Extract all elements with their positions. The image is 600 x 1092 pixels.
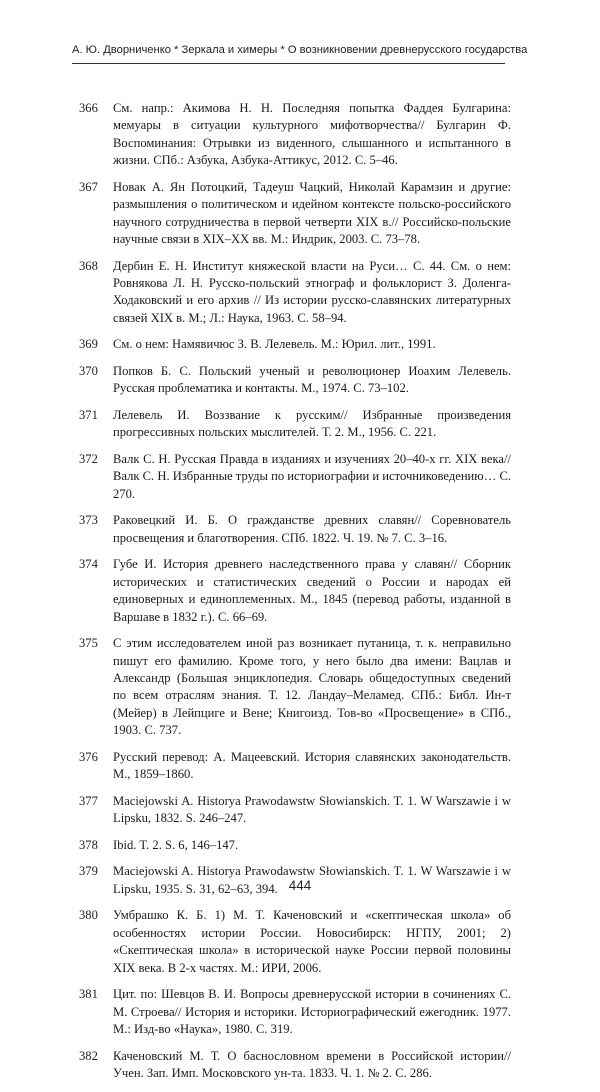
endnote-text: Валк С. Н. Русская Правда в изданиях и изучениях 20–40-х гг. XIX века// Валк С. Н. Избранные труды по историографии и источниковедению… С. 270. (113, 452, 511, 501)
endnote-text: Каченовский М. Т. О баснословном времени в Российской истории// Учен. Зап. Имп. Московского ун-та. 1833. Ч. 1. № 2. С. 286. (113, 1048, 511, 1081)
endnote-number: 377 (79, 793, 98, 808)
endnote-number: 368 (79, 258, 98, 273)
endnote-text: Русский перевод: А. Мацеевский. История славянских законодательств. М., 1859–1860. (113, 749, 511, 782)
endnote-number: 367 (79, 179, 98, 194)
endnote-text: Умбрашко К. Б. 1) М. Т. Каченовский и «скептическая школа» об особенностях истории России. Новосибирск: НГПУ, 2001; 2) «Скептическая школа» в исторической науке России первой половины XIX века. В 2-х частях. М.: ИРИ, 2006. (113, 908, 511, 975)
endnote-number: 371 (79, 408, 98, 423)
endnote (79, 100, 511, 170)
endnote-text: См. напр.: Акимова Н. Н. Последняя попытка Фаддея Булгарина: мемуары в ситуации культурного мифотворчества// Булгарин Ф. Воспоминания: Отрывки из виденного, слышанного и испытанного в жизни. СПб.: Азбука, Азбука-Аттикус, 2012. С. 5–46. (113, 101, 511, 168)
endnote-text: Дербин Е. Н. Институт княжеской власти на Руси… С. 44. См. о нем: Ровнякова Л. Н. Русско-польский этнограф и фольклорист З. Доленга-Ходаковский и его архив // Из истории русско-славянских литературных связей XIX в. М.; Л.: Наука, 1963. С. 58–94. (113, 258, 511, 325)
endnote (79, 336, 511, 353)
endnote (79, 986, 511, 1038)
running-header: А. Ю. Дворниченко * Зеркала и химеры * О возникновении древнерусского государства (72, 44, 528, 56)
endnote (79, 512, 511, 547)
endnote-text: Попков Б. С. Польский ученый и революционер Иоахим Лелевель. Русская проблематика и контакты. М., 1974. С. 73–102. (113, 364, 511, 396)
endnote (79, 407, 511, 442)
endnote-text: Ibid. T. 2. S. 6, 146–147. (113, 837, 239, 852)
endnote-text: Цит. по: Шевцов В. И. Вопросы древнерусской истории в сочинениях С. М. Строева// История и историки. Историографический ежегодник. 1977. М.: Изд-во «Наука», 1980. С. 319. (113, 987, 511, 1037)
endnote-text: Лелевель И. Воззвание к русским// Избранные произведения прогрессивных польских мыслителей. Т. 2. М., 1956. С. 221. (113, 408, 511, 440)
endnotes-list (79, 100, 511, 1092)
endnote-number: 366 (79, 101, 98, 115)
endnote-number: 375 (79, 636, 98, 651)
endnote (79, 179, 511, 249)
endnote-number: 373 (79, 513, 98, 528)
header-rule (72, 63, 505, 64)
endnote-number: 378 (79, 837, 98, 852)
endnote (79, 1048, 511, 1083)
endnote (79, 556, 511, 626)
endnote (79, 363, 511, 398)
endnote-text: Maciejowski A. Historya Prawodawstw Słowianskich. T. 1. W Warszawie i w Lipsku, 1935. S. 31, 62–63, 394. (113, 864, 511, 896)
endnote (79, 907, 511, 977)
endnote-number: 369 (79, 337, 98, 352)
endnote (79, 258, 511, 328)
endnote (79, 837, 511, 854)
endnote-text: Maciejowski A. Historya Prawodawstw Słowianskich. T. 1. W Warszawie i w Lipsku, 1832. S. 246–247. (113, 793, 511, 826)
endnote-number: 374 (79, 557, 98, 572)
endnote-number: 382 (79, 1048, 98, 1063)
endnote (79, 451, 511, 503)
endnote-number: 376 (79, 749, 98, 764)
endnote (79, 635, 511, 739)
endnote-number: 379 (79, 864, 98, 879)
endnote-text: Губе И. История древнего наследственного права у славян// Сборник исторических и статистических сведений о России и народах ей единоверных и единоплеменных. М., 1845 (перевод работы, изданной в Варшаве в 1832 г.). С. 66–69. (113, 557, 511, 624)
endnote-text: Раковецкий И. Б. О гражданстве древних славян// Соревнователь просвещения и благотворения. СПб. 1822. Ч. 19. № 7. С. 3–16. (113, 513, 511, 545)
endnote-text: Новак А. Ян Потоцкий, Тадеуш Чацкий, Николай Карамзин и другие: размышления о политическом и идейном контексте польско-российского научного сотрудничества в первой четверти XIX в.// Российско-польские научные связи в XIX–XX вв. М.: Индрик, 2003. С. 73–78. (113, 179, 511, 247)
endnote-number: 370 (79, 364, 98, 379)
endnote-text: С этим исследователем иной раз возникает путаница, т. к. неправильно пишут его фамилию. Кроме того, у него было два имени: Вацлав и Александр (Большая энциклопедия. Словарь общедоступных сведений по всем отраслям знания. Т. 12. Ландау–Меламед. СПб.: Библ. Ин-т (Мейер) в Лейпциге и Вене; Книгоизд. Тов-во «Просвещение» в СПб., 1903. С. 737. (113, 636, 511, 738)
endnote-number: 372 (79, 452, 98, 467)
page-number: 444 (288, 878, 312, 893)
endnote-number: 380 (79, 908, 98, 923)
endnote (79, 793, 511, 828)
endnote-number: 381 (79, 987, 98, 1002)
endnote-text: См. о нем: Намявичюс З. В. Лелевель. М.: Юрил. лит., 1991. (113, 337, 436, 352)
endnote (79, 749, 511, 784)
